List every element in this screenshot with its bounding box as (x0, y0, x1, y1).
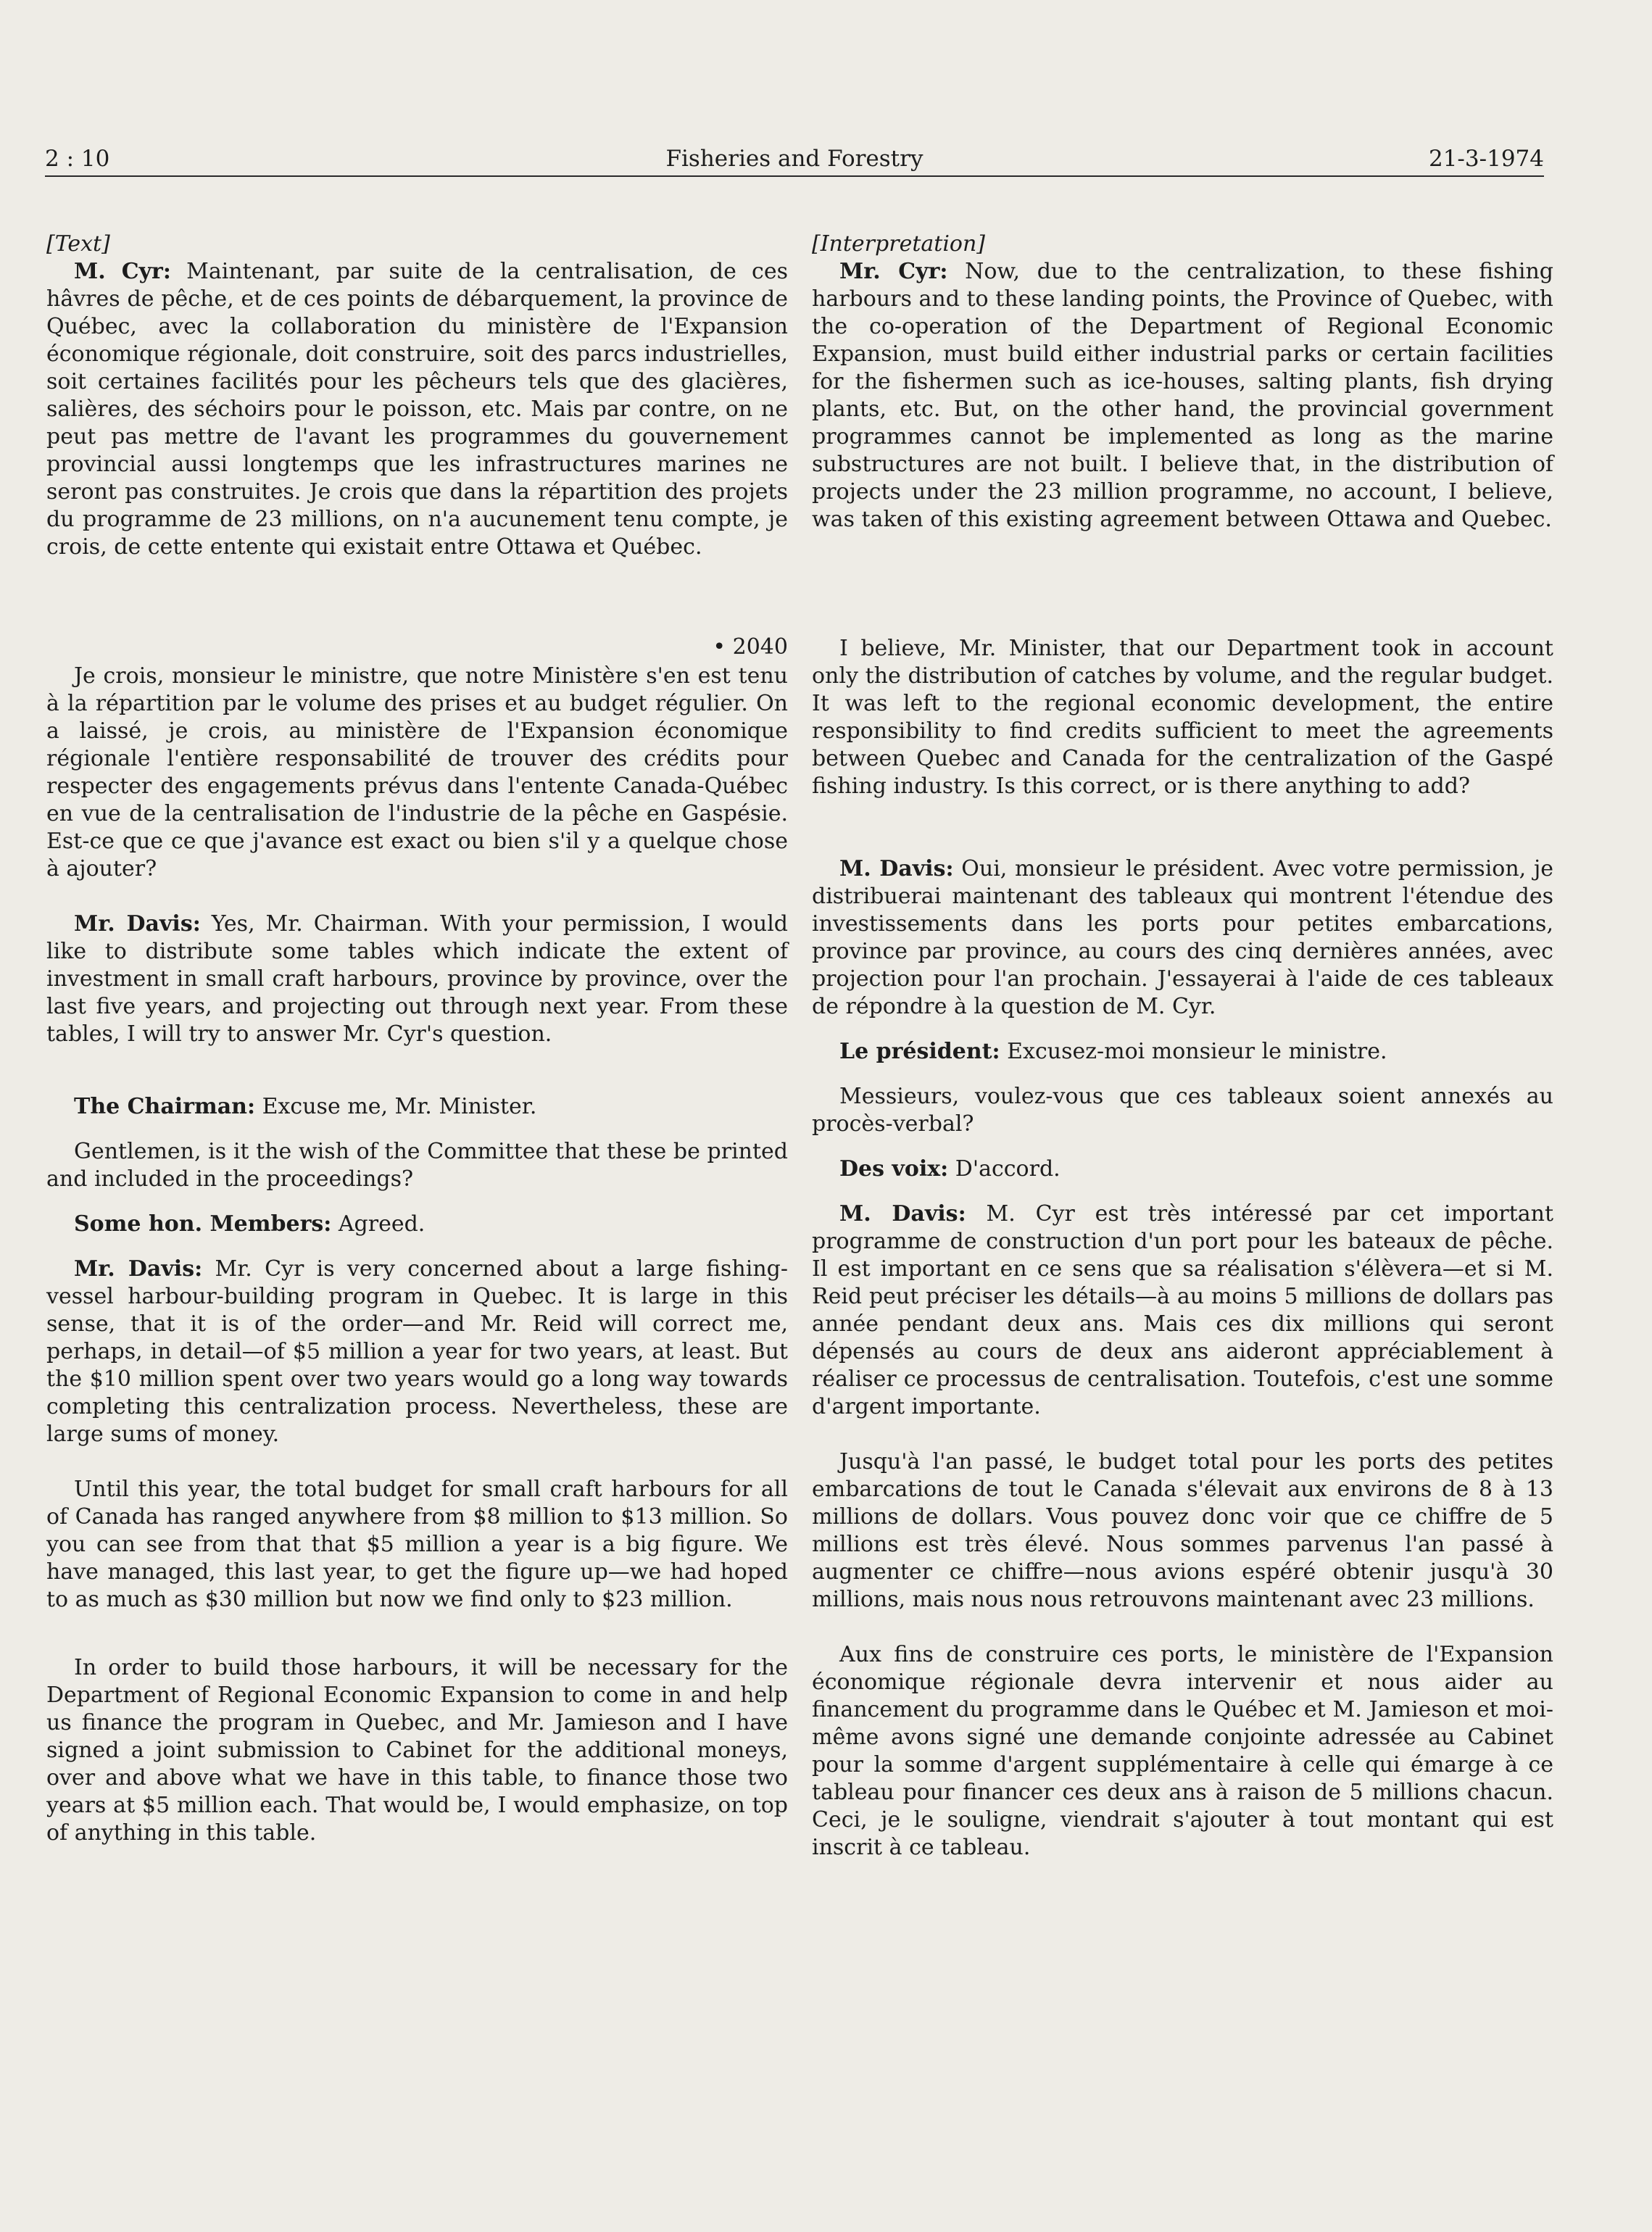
paragraph-text: Excusez-moi monsieur le ministre. (1000, 1039, 1387, 1064)
paragraph-text: Excuse me, Mr. Minister. (255, 1094, 537, 1119)
paragraph (46, 1093, 788, 1121)
speaker-name: M. Davis: (839, 856, 954, 881)
paragraph (46, 1476, 788, 1614)
speaker-name: Mr. Cyr: (839, 259, 948, 284)
speaker-name: The Chairman: (74, 1094, 256, 1119)
paragraph-text: Oui, monsieur le président. Avec votre permission, je distribuerai maintenant des tableaux qui montrent l'étendue des investissements dans les ports pour petites embarcations, province par province, au cours des cinq dernières années, avec projection pour l'an prochain. J'essayerai à l'aide de ces tableaux de répondre à la question de M. Cyr. (812, 856, 1553, 1019)
speaker-name: Mr. Davis: (74, 1256, 203, 1282)
paragraph (46, 663, 788, 883)
paragraph-text: Mr. Cyr is very concerned about a large fishing-vessel harbour-building program in Quebec. It is large in this sense, that it is of the order—and Mr. Reid will correct me, perhaps, in detail—of $5 million a year for two years, at least. But the $10 million spent over two years would go a long way towards completing this centralization process. Nevertheless, these are large sums of money. (46, 1256, 788, 1447)
paragraph-text: D'accord. (948, 1156, 1060, 1182)
paragraph-text: M. Cyr est très intéressé par cet important programme de construction d'un port pour les bateaux de pêche. Il est important en ce sens que sa réalisation s'élèvera—et si M. Reid peut préciser les détails—à au moins 5 millions de dollars pas année pendant deux ans. Mais ces dix millions qui seront dépensés au cours de deux ans aideront appréciablement à réaliser ce processus de centralisation. Toutefois, c'est une somme d'argent importante. (812, 1201, 1553, 1419)
speaker-name: Mr. Davis: (74, 911, 201, 937)
paragraph (812, 1156, 1553, 1183)
paragraph-text: I believe, Mr. Minister, that our Department took in account only the distribution of catches by volume, and the regular budget. It was left to the regional economic development, the entire responsibility to find credits sufficient to meet the agreements between Quebec and Canada for the centralization of the Gaspé fishing industry. Is this correct, or is there anything to add? (812, 636, 1553, 799)
paragraph (812, 1200, 1553, 1421)
speaker-name: Some hon. Members: (74, 1211, 332, 1237)
section-tag: [Interpretation] (812, 231, 986, 257)
speaker-name: M. Cyr: (74, 259, 171, 284)
left-column (46, 231, 788, 1847)
right-column (812, 231, 1553, 1862)
running-title: Fisheries and Forestry (665, 146, 923, 172)
paragraph-text: Aux fins de construire ces ports, le ministère de l'Expansion économique régionale devra intervenir et nous aider au financement du programme dans le Québec et M. Jamieson et moi-même avons signé une demande conjointe adressée au Cabinet pour la somme d'argent supplémentaire à celle qui émarge à ce tableau pour financer ces deux ans à raison de 5 millions chacun. Ceci, je le souligne, viendrait s'ajouter à tout montant qui est inscrit à ce tableau. (812, 1642, 1553, 1860)
paragraph (46, 1256, 788, 1448)
page-number: 2 : 10 (45, 146, 110, 172)
paragraph-text: In order to build those harbours, it will be necessary for the Department of Regional Economic Expansion to come in and help us finance the program in Quebec, and Mr. Jamieson and I have signed a joint submission to Cabinet for the additional moneys, over and above what we have in this table, to finance those two years at $5 million each. That would be, I would emphasize, on top of anything in this table. (46, 1655, 788, 1846)
paragraph (812, 1448, 1553, 1614)
header-date: 21-3-1974 (1428, 146, 1544, 172)
paragraph (812, 635, 1553, 800)
speaker-name: Le président: (839, 1039, 1000, 1064)
paragraph-text: Gentlemen, is it the wish of the Committee that these be printed and included in the proceedings? (46, 1139, 788, 1192)
page-header (45, 142, 1544, 177)
paragraph (46, 910, 788, 1048)
paragraph (46, 1654, 788, 1847)
paragraph-text: Je crois, monsieur le ministre, que notre Ministère s'en est tenu à la répartition par le volume des prises et au budget régulier. On a laissé, je crois, au ministère de l'Expansion économique régionale l'entière responsabilité de trouver des crédits pour respecter des engagements prévus dans l'entente Canada-Québec en vue de la centralisation de l'industrie de la pêche en Gaspésie. Est-ce que ce que j'avance est exact ou bien s'il y a quelque chose à ajouter? (46, 663, 788, 881)
paragraph (812, 1641, 1553, 1862)
speaker-name: M. Davis: (839, 1201, 966, 1227)
section-tag: [Text] (46, 231, 110, 257)
paragraph (812, 258, 1553, 534)
paragraph-text: Now, due to the centralization, to these fishing harbours and to these landing points, the Province of Quebec, with the co-operation of the Department of Regional Economic Expansion, must build either industrial parks or certain facilities for the fishermen such as ice-houses, salting plants, fish drying plants, etc. But, on the other hand, the provincial government programmes cannot be implemented as long as the marine substructures are not built. I believe that, in the distribution of projects under the 23 million programme, no account, I believe, was taken of this existing agreement between Ottawa and Quebec. (812, 259, 1553, 532)
paragraph-text: Jusqu'à l'an passé, le budget total pour les ports des petites embarcations de tout le Canada s'élevait aux environs de 8 à 13 millions de dollars. Vous pouvez donc voir que ce chiffre de 5 millions est très élevé. Nous sommes parvenus l'an passé à augmenter ce chiffre—nous avions espéré obtenir jusqu'à 30 millions, mais nous nous retrouvons maintenant avec 23 millions. (812, 1449, 1553, 1612)
paragraph-text: Messieurs, voulez-vous que ces tableaux soient annexés au procès-verbal? (812, 1084, 1553, 1137)
paragraph (812, 1083, 1553, 1138)
paragraph-text: Maintenant, par suite de la centralisation, de ces hâvres de pêche, et de ces points de débarquement, la province de Québec, avec la collaboration du ministère de l'Expansion économique régionale, doit construire, soit des parcs industrielles, soit certaines facilités pour les pêcheurs tels que des glacières, salières, des séchoirs pour le poisson, etc. Mais par contre, on ne peut pas mettre de l'avant les programmes du gouvernement provincial aussi longtemps que les infrastructures marines ne seront pas construites. Je crois que dans la répartition des projets du programme de 23 millions, on n'a aucunement tenu compte, je crois, de cette entente qui existait entre Ottawa et Québec. (46, 259, 788, 560)
paragraph (46, 1138, 788, 1193)
paragraph (46, 258, 788, 561)
paragraph-text: Until this year, the total budget for small craft harbours for all of Canada has ranged anywhere from $8 million to $13 million. So you can see from that that $5 million a year is a big figure. We have managed, this last year, to get the figure up—we had hoped to as much as $30 million but now we find only to $23 million. (46, 1477, 788, 1612)
speaker-name: Des voix: (839, 1156, 949, 1182)
paragraph (812, 855, 1553, 1021)
paragraph-text: Yes, Mr. Chairman. With your permission, I would like to distribute some tables which indicate the extent of investment in small craft harbours, province by province, over the last five years, and projecting out through next year. From these tables, I will try to answer Mr. Cyr's question. (46, 911, 788, 1047)
paragraph (812, 1038, 1553, 1066)
paragraph-text: Agreed. (331, 1211, 426, 1237)
time-marker: • 2040 (713, 634, 788, 660)
paragraph (46, 1211, 788, 1238)
